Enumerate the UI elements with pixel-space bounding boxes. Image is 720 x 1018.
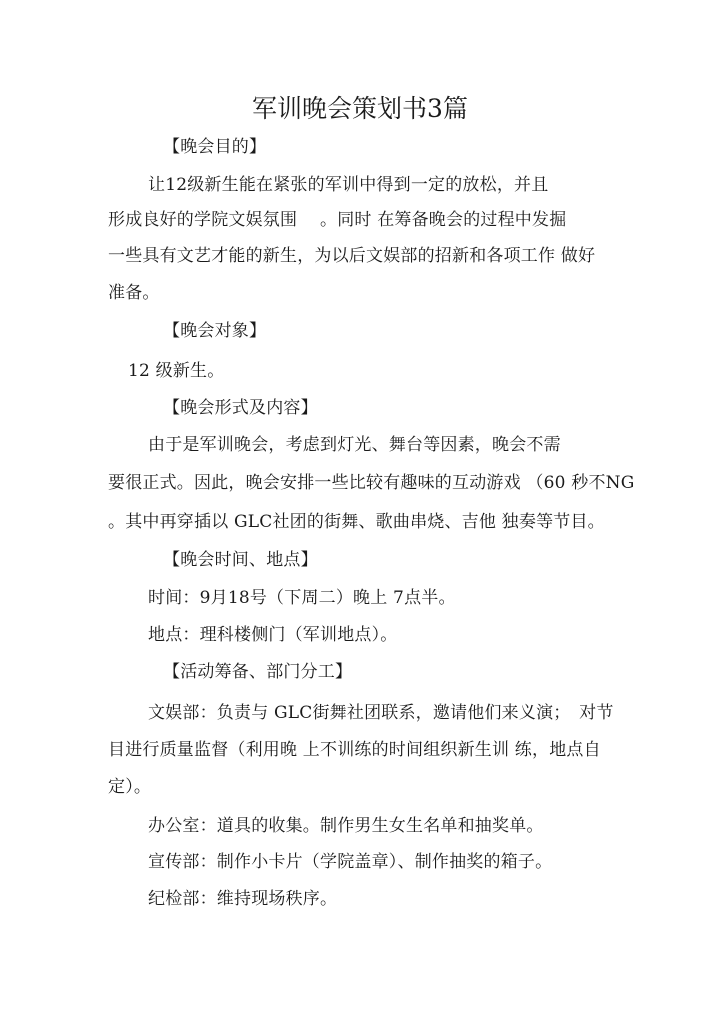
section-heading-format: 【晚会形式及内容】 [163, 398, 318, 418]
section-heading-preparation: 【活动筹备、部门分工】 [163, 662, 353, 682]
paragraph-line: 准备。 [108, 283, 160, 303]
section-heading-purpose: 【晚会目的】 [163, 137, 267, 157]
section-heading-time-place: 【晚会时间、地点】 [163, 550, 318, 570]
paragraph-line: 地点：理科楼侧门（军训地点）。 [148, 625, 398, 645]
paragraph-line: 宣传部：制作小卡片（学院盖章）、制作抽奖的箱子。 [148, 852, 553, 872]
paragraph-line: 纪检部：维持现场秩序。 [148, 889, 338, 909]
paragraph-line: 。其中再穿插以 GLC社团的街舞、歌曲串烧、吉他 独奏等节目。 [108, 512, 605, 532]
section-heading-audience: 【晚会对象】 [163, 321, 267, 341]
paragraph-line: 办公室：道具的收集。制作男生女生名单和抽奖单。 [148, 816, 544, 836]
paragraph-line: 要很正式。因此，晚会安排一些比较有趣味的互动游戏 （60 秒不NG [108, 473, 635, 493]
paragraph-line: 文娱部：负责与 GLC街舞社团联系，邀请他们来义演； 对节 [148, 703, 614, 723]
paragraph-line: 定）。 [108, 777, 152, 797]
paragraph-line: 12 级新生。 [128, 361, 225, 381]
paragraph-line: 形成良好的学院文娱氛围 。同时 在筹备晚会的过程中发掘 [108, 210, 567, 230]
paragraph-line: 一些具有文艺才能的新生，为以后文娱部的招新和各项工作 做好 [108, 246, 596, 266]
paragraph-line: 让12级新生能在紧张的军训中得到一定的放松，并且 [148, 175, 549, 195]
paragraph-line: 时间：9月18号（下周二）晚上 7点半。 [148, 588, 456, 608]
paragraph-line: 目进行质量监督（利用晚 上不训练的时间组织新生训 练，地点自 [108, 740, 601, 760]
paragraph-line: 由于是军训晚会，考虑到灯光、舞台等因素，晚会不需 [148, 435, 561, 455]
document-title: 军训晚会策划书3篇 [252, 94, 468, 123]
